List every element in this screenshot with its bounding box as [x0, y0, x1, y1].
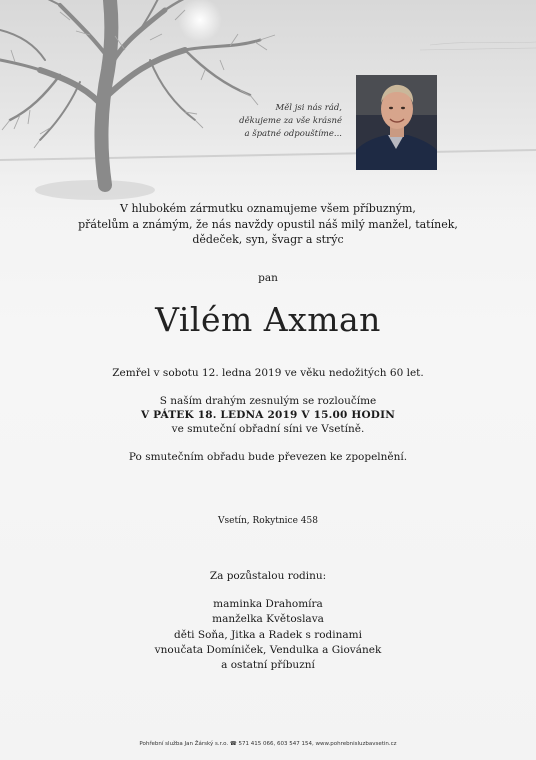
death-statement: Zemřel v sobotu 12. ledna 2019 ve věku nedožitých 60 let. — [112, 367, 424, 379]
honorific: pan — [258, 272, 278, 284]
quote-line: a špatné odpouštíme... — [244, 129, 342, 139]
family-list — [0, 597, 536, 673]
deceased-name: Vilém Axman — [155, 300, 381, 339]
announcement-text — [0, 201, 536, 248]
funeral-service-footer: Pohřební služba Jan Žárský s.r.o. ☎ 571 415 066, 603 547 154, www.pohrebnisluzbavsetin.cz — [139, 741, 397, 747]
family-member: a ostatní příbuzní — [221, 659, 315, 672]
announcement-line: dědeček, syn, švagr a strýc — [192, 233, 344, 246]
quote-line: děkujeme za vše krásné — [239, 116, 342, 126]
quote-line: Měl jsi nás rád, — [275, 103, 342, 113]
family-heading: Za pozůstalou rodinu: — [209, 570, 327, 582]
family-member: maminka Drahomíra — [213, 598, 323, 610]
cremation-note: Po smutečním obřadu bude převezen ke zpopelnění. — [128, 451, 408, 463]
announcement-line: přátelům a známým, že nás navždy opustil náš milý manžel, tatínek, — [78, 217, 458, 231]
family-member: manželka Květoslava — [212, 613, 324, 626]
ceremony-date-time: V PÁTEK 18. LEDNA 2019 V 15.00 HODIN — [140, 409, 396, 421]
ceremony-line: S naším drahým zesnulým se rozloučíme — [159, 395, 377, 407]
portrait-photo — [356, 75, 437, 170]
family-address: Vsetín, Rokytnice 458 — [218, 516, 318, 526]
announcement-line: V hlubokém zármutku oznamujeme všem příbuzným, — [120, 202, 416, 215]
family-member: děti Soňa, Jitka a Radek s rodinami — [174, 628, 362, 641]
ceremony-place: ve smuteční obřadní síni ve Vsetíně. — [171, 423, 365, 435]
ceremony-info — [0, 394, 536, 436]
memorial-quote — [232, 102, 342, 141]
family-member: vnoučata Domíniček, Vendulka a Giovánek — [154, 643, 382, 656]
